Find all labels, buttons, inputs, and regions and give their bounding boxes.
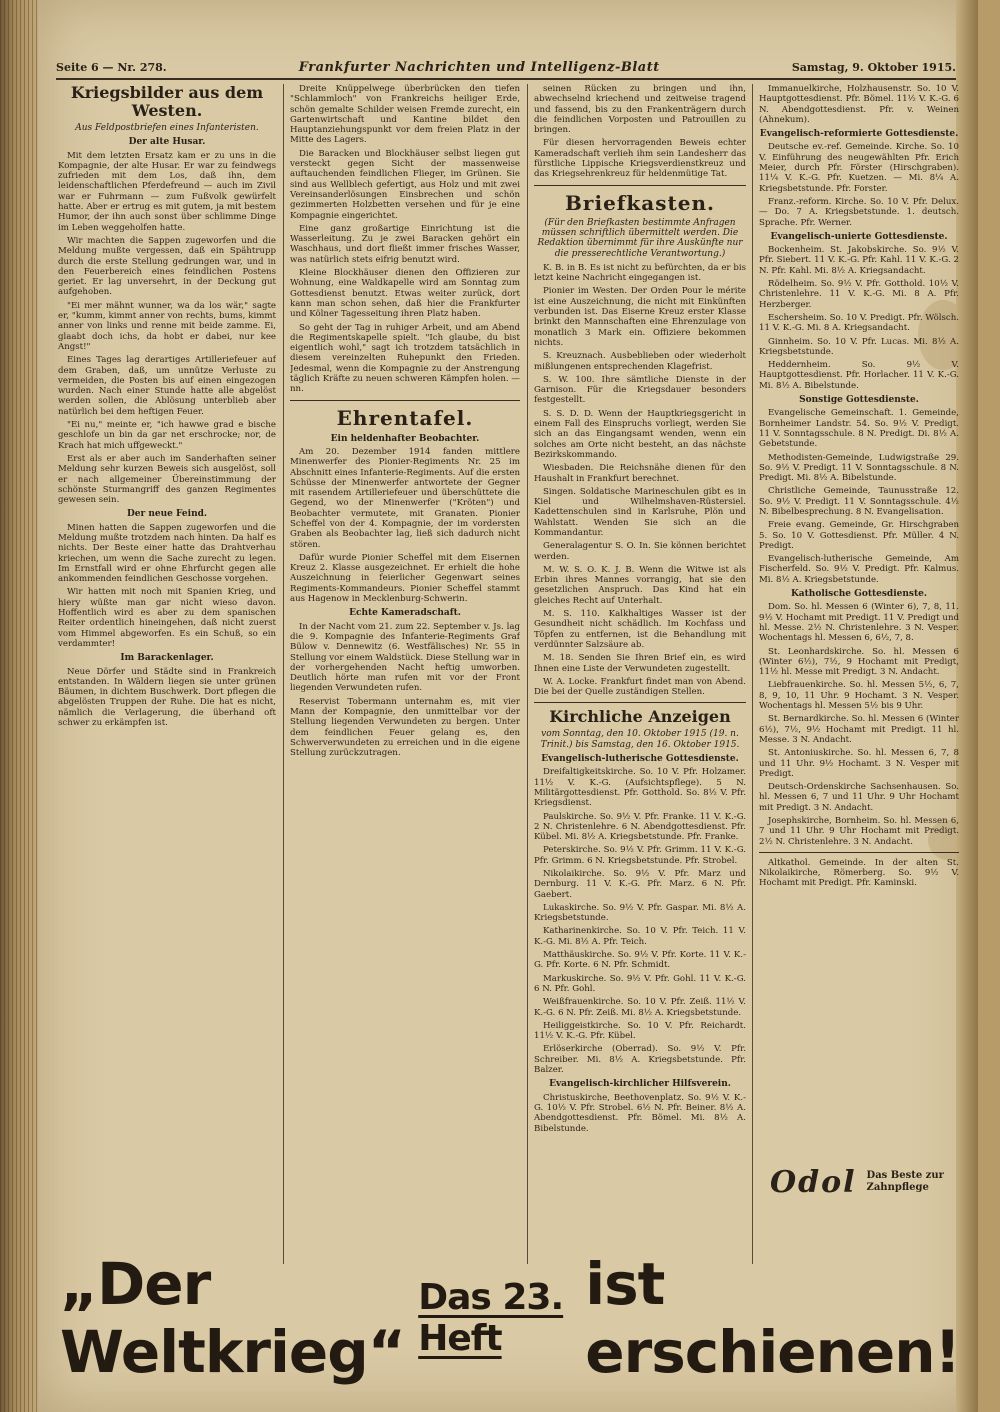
paragraph: Eine ganz großartige Einrichtung ist die Wasserleitung. Zu je zwei Baracken gehört ein Waschhaus, und dort fließt immer frisches Wasser, was natürlich stets eifrig benutzt wird.: [290, 223, 520, 265]
paragraph: Josephskirche, Bornheim. So. hl. Messen 6, 7 und 11 Uhr. 9 Uhr Hochamt mit Predigt. 2½ N. Christenlehre. 3 N. Andacht.: [759, 816, 959, 847]
ad-brand: Odol: [770, 1164, 857, 1200]
column-rule: [283, 84, 284, 1264]
section-heading: Evangelisch-reformierte Gottesdienste.: [759, 129, 959, 140]
paragraph: Katharinenkirche. So. 10 V. Pfr. Teich. 11 V. K.-G. Mi. 8½ A. Pfr. Teich.: [534, 926, 746, 947]
paragraph: S. W. 100. Ihre sämtliche Dienste in der Garnison. Für die Kriegsdauer besonders festgestellt.: [534, 374, 746, 406]
paragraph: Ginnheim. So. 10 V. Pfr. Lucas. Mi. 8½ A. Kriegsbetstunde.: [759, 336, 959, 357]
section-heading: Evangelisch-lutherische Gottesdienste.: [541, 754, 739, 765]
section-heading: Ein heldenhafter Beobachter.: [330, 433, 480, 444]
paragraph: Generalagentur S. O. In. Sie können berichtet werden.: [534, 541, 746, 562]
paragraph: Matthäuskirche. So. 9½ V. Pfr. Korte. 11 V. K.-G. Pfr. Korte. 6 N. Pfr. Schmidt.: [534, 950, 746, 971]
paragraph: W. A. Locke. Frankfurt findet man von Abend. Die bei der Quelle zuständigen Stellen.: [534, 676, 746, 698]
column-rule: [752, 84, 753, 1264]
paragraph: M. 18. Senden Sie Ihren Brief ein, es wird Ihnen eine Liste der Verwundeten zugestellt.: [534, 653, 746, 674]
paragraph: S. S. D. D. Wenn der Hauptkriegsgericht in einem Fall des Einspruchs vorliegt, werden Sie sich an das Eingangsamt wenden, wenn ein solches am Orte nicht besteht, an das nächste Bezirkskommando.: [534, 408, 746, 460]
paragraph: Evangelische Gemeinschaft. 1. Gemeinde, Bornheimer Landstr. 54. So. 9½ V. Predigt. 11 V. Sonntagsschule. 8 N. Predigt. Di. 8½ A. Gebetstunde.: [759, 408, 959, 450]
paragraph: In der Nacht vom 21. zum 22. September v. Js. lag die 9. Kompagnie des Infanterie-Regiments Graf Bülow v. Dennewitz (6. Westfälisches) Nr. 55 in Stellung vor einem Waldstück. Diese Stellung war in der vorhergehenden Nacht heftig umworben. Deutlich hörte man rufen mit vor der Front liegenden Verwundeten rufen.: [290, 621, 520, 694]
paragraph: Mit dem letzten Ersatz kam er zu uns in die Kompagnie, der alte Husar. Er war zu feindwegs zufrieden mit dem Los, daß ihn, dem leidenschaftlichen Pferdefreund — auch im Zivil war er Fuhrmann — zum Fußvolk gewürfelt hatte. Aber er ertrug es mit gutem, ja mit bestem Humor, der ihn auch sonst über schlimme Dinge im Leben weggeholfen hatte.: [58, 150, 276, 233]
paragraph: St. Leonhardskirche. So. hl. Messen 6 (Winter 6½), 7½, 9 Hochamt mit Predigt, 11½ hl. Messe mit Predigt. 3 N. Andacht.: [759, 646, 959, 678]
paragraph: Christliche Gemeinde, Taunusstraße 12. So. 9½ V. Predigt. 11 V. Sonntagsschule. 4½ N. Bibelbesprechung. 8 N. Evangelisation.: [759, 486, 959, 517]
section-date: vom Sonntag, den 10. Oktober 1915 (19. n. Trinit.) bis Samstag, den 16. Oktober 1915.: [540, 729, 740, 750]
paragraph: Dom. So. hl. Messen 6 (Winter 6), 7, 8, 11. 9½ V. Hochamt mit Predigt. 11 V. Predigt und hl. Messe. 2½ N. Christenlehre. 3 N. Vesper. Wochentags hl. Messen 6, 6½, 7, 8.: [759, 602, 959, 644]
banner-tagline: ist erschienen!: [585, 1250, 961, 1386]
paragraph: S. Kreuznach. Ausbeblieben oder wiederholt mißlungenen entsprechenden Klagefrist.: [534, 351, 746, 372]
paragraph: Wiesbaden. Die Reichsnähe dienen für den Haushalt in Frankfurt berechnet.: [534, 463, 746, 484]
paragraph: Nikolaikirche. So. 9½ V. Pfr. Marz und Dernburg. 11 V. K.-G. Pfr. Marz. 6 N. Pfr. Gaebert.: [534, 869, 746, 900]
paragraph: Heddernheim. So. 9½ V. Hauptgottesdienst. Pfr. Horlacher. 11 V. K.-G. Mi. 8½ A. Bibelstunde.: [759, 360, 959, 391]
column-4: [759, 84, 959, 1146]
paragraph: Minen hatten die Sappen zugeworfen und die Meldung mußte trotzdem nach hinten. Da half es nichts. Der Beste einer hatte das Drahtverhau kriechen, um wenn die Sache zurecht zu legen. Im Ernstfall wird er ohne Ehrfurcht gegen alle ankommenden feindlichen Geschosse vorgehen.: [58, 522, 276, 585]
paragraph: "Ei nu," meinte er, "ich hawwe grad e bische geschlofe un bin da gar net erschrocke; nor, de Krach hat mich uffgeweckt.": [58, 420, 276, 451]
paragraph: Lukaskirche. So. 9½ V. Pfr. Gaspar. Mi. 8½ A. Kriegsbetstunde.: [534, 902, 746, 924]
paragraph: Liebfrauenkirche. So. hl. Messen 5½, 6, 7, 8, 9, 10, 11 Uhr. 9 Hochamt. 3 N. Vesper. Wochentags hl. Messen 5½ bis 9 Uhr.: [759, 680, 959, 712]
section-heading: Katholische Gottesdienste.: [790, 589, 927, 600]
section-title: Kirchliche Anzeigen: [549, 707, 731, 727]
paragraph: "Ei mer mähnt wunner, wa da los wär," sagte er, "kumm, kimmt anner von rechts, bums, kimmt anner von links und renne mit beide zamme. Ei, glaabt doch ichs, da hobt er dabei, nur kee Angst!": [58, 300, 276, 352]
column-2: [290, 84, 520, 1262]
paragraph: Singen. Soldatische Marineschulen gibt es in Kiel und Wilhelmshaven-Rüstersiel. Kadettenschulen sind in Karlsruhe, Plön und Wahlstatt. Wenden Sie sich an die Kommandantur.: [534, 486, 746, 538]
issue-date: Samstag, 9. Oktober 1915.: [791, 60, 956, 74]
book-binding: [0, 0, 38, 1412]
paragraph: Wir hatten mit noch mit Spanien Krieg, und hiery wüßte man gar nicht wieso davon. Hoffentlich wird es aber zu dem spanischen Reiter ordentlich hineingehen, daß nicht zuerst vom Himmel abgeworfen. Es ein Schuß, so ein verdammter!: [58, 587, 276, 649]
paragraph: M. W. S. O. K. J. B. Wenn die Witwe ist als Erbin ihres Mannes vorrangig, hat sie den gesetzlichen Anspruch. Das Kind hat ein gleiches Recht auf Unterhalt.: [534, 564, 746, 606]
paragraph: St. Bernardkirche. So. hl. Messen 6 (Winter 6½), 7½, 9½ Hochamt mit Predigt. 11 hl. Messe. 3 N. Andacht.: [759, 714, 959, 745]
paragraph: seinen Rücken zu bringen und ihn, abwechselnd kriechend und zeitweise tragend und fassend, bis zu den Frankenträgern durch die feindlichen Vorposten und Patrouillen zu bringen.: [534, 84, 746, 136]
article-subtitle: Aus Feldpostbriefen eines Infanteristen.: [75, 123, 259, 133]
column-rule: [527, 84, 528, 1264]
paragraph: Die Baracken und Blockhäuser selbst liegen gut versteckt gegen Sicht der massenweise auftauchenden feindlichen Flieger, im Grünen. Sie sind aus Wellblech gefertigt, aus Holz und mit zwei Vereinsanderlösungen Einsbrechen und schön gezimmerten Holzbetten versehen und für je eine Kompagnie eingerichtet.: [290, 148, 520, 221]
banner-issue: Das 23. Heft: [418, 1277, 564, 1359]
page-header: [56, 56, 956, 80]
paragraph: Erst als er aber auch im Sanderhaften seiner Meldung sehr kurzen Beweis sich ausgelöst, soll er nach allgemeiner Übereinstimmung der schönste Sturmangriff des ganzen Regimentes gewesen sein.: [58, 453, 276, 506]
section-heading: Evangelisch-kirchlicher Hilfsverein.: [549, 1079, 731, 1090]
paragraph: Markuskirche. So. 9½ V. Pfr. Gohl. 11 V. K.-G. 6 N. Pfr. Gohl.: [534, 973, 746, 994]
paragraph: Reservist Tobermann unternahm es, mit vier Mann der Kompagnie, den unmittelbar vor der Stellung liegenden Verwundeten zu bergen. Unter dem feindlichen Feuer gelang es, den Schwerverwundeten zu erreichen und in die eigene Stellung zurückzutragen.: [290, 696, 520, 759]
paragraph: Methodisten-Gemeinde, Ludwigstraße 29. So. 9½ V. Predigt. 11 V. Sonntagsschule. 8 N. Predigt. Mi. 8½ A. Bibelstunde.: [759, 452, 959, 484]
masthead: Frankfurter Nachrichten und Intelligenz-Blatt: [298, 59, 660, 75]
paragraph: Christuskirche, Beethovenplatz. So. 9½ V. K.-G. 10½ V. Pfr. Strobel. 6½ N. Pfr. Beiner. 8½ A. Abendgottesdienst. Pfr. Bömel. Mi. 8½ A. Bibelstunde.: [534, 1092, 746, 1134]
paragraph: Dreifaltigkeitskirche. So. 10 V. Pfr. Holzamer. 11½ V. K.-G. (Aufsichtspflege). 5 N. Militärgottesdienst. Pfr. Gotthold. So. 8½ V. Pfr. Kriegsdienst.: [534, 767, 746, 809]
paragraph: Für diesen hervorragenden Beweis echter Kameradschaft verlieh ihm sein Landesherr das fürstliche Lippische Kriegsverdienstkreuz und das Kriegsehrenkreuz für heldenmütige Tat.: [534, 138, 746, 180]
paragraph: Wir machten die Sappen zugeworfen und die Meldung mußte vergessen, daß ein Spähtrupp durch die erste Stellung gedrungen war, und in den Feuerbereich eines feindlichen Postens geriet. Er lag unversehrt, in der Deckung gut aufgehoben.: [58, 235, 276, 298]
weltkrieg-banner-ad: [60, 1250, 961, 1386]
section-title: Briefkasten.: [565, 190, 715, 215]
section-heading: Echte Kameradschaft.: [349, 608, 461, 619]
column-3: [534, 84, 746, 1262]
paragraph: Evangelisch-lutherische Gemeinde, Am Fischerfeld. So. 9½ V. Predigt. Pfr. Kalmus. Mi. 8½ A. Kriegsbetstunde.: [759, 554, 959, 585]
paragraph: Freie evang. Gemeinde, Gr. Hirschgraben 5. So. 10 V. Gottesdienst. Pfr. Müller. 4 N. Predigt.: [759, 520, 959, 551]
paragraph: Weißfrauenkirche. So. 10 V. Pfr. Zeiß. 11½ V. K.-G. 6 N. Pfr. Zeiß. Mi. 8½ A. Kriegsbetstunde.: [534, 997, 746, 1018]
paragraph: Paulskirche. So. 9½ V. Pfr. Franke. 11 V. K.-G. 2 N. Christenlehre. 6 N. Abendgottesdienst. Pfr. Kübel. Mi. 8½ A. Kriegsbetstunde. Pfr. Franke.: [534, 811, 746, 843]
paragraph: Heiliggeistkirche. So. 10 V. Pfr. Reichardt. 11½ V. K.-G. Pfr. Kübel.: [534, 1020, 746, 1042]
paragraph: Pionier im Westen. Der Orden Pour le mérite ist eine Auszeichnung, die nicht mit Einkünften verbunden ist. Das Eiserne Kreuz erster Klasse brinkt den Mannschaften eine Ehrenzulage von monatlich 3 Mark ein. Offiziere bekommen nichts.: [534, 286, 746, 348]
paragraph: Eschersheim. So. 10 V. Predigt. Pfr. Wölsch. 11 V. K.-G. Mi. 8 A. Kriegsandacht.: [759, 312, 959, 334]
paragraph: Eines Tages lag derartiges Artilleriefeuer auf dem Graben, daß, um unnütze Verluste zu vermeiden, die Posten bis auf einen eingezogen wurden. Nach einer Stunde hatte alle abgelöst werden sollen, die Ablösung unterblieb aber natürlich bei dem heftigen Feuer.: [58, 355, 276, 417]
paragraph: Erlöserkirche (Oberrad). So. 9½ V. Pfr. Schreiber. Mi. 8½ A. Kriegsbetstunde. Pfr. Balzer.: [534, 1044, 746, 1076]
paragraph: Am 20. Dezember 1914 fanden mittlere Minenwerfer des Pionier-Regiments Nr. 25 im Abschnitt eines Infanterie-Regiments. Auf die ersten Schüsse der Minenwerfer antwortete der Gegner mit rasendem Artilleriefeuer und überschüttete die Gegend, wo der Minenwerfer ("Kröten") und Beobachter vermutete, mit Granaten. Pionier Scheffel von der 4. Kompagnie, der im vordersten Graben als Beobachter lag, ließ sich dadurch nicht stören.: [290, 446, 520, 550]
column-1: [58, 84, 276, 1262]
paragraph: Rödelheim. So. 9½ V. Pfr. Gotthold. 10½ V. Christenlehre. 11 V. K.-G. Mi. 8 A. Pfr. Herzberger.: [759, 279, 959, 310]
section-heading: Sonstige Gottesdienste.: [799, 395, 919, 406]
paragraph: M. S. 110. Kalkhaltiges Wasser ist der Gesundheit nicht schädlich. Im Kochfass und Töpfen zu entfernen, ist die Behandlung mit verdünnter Salzsäure ab.: [534, 609, 746, 650]
odol-advertisement: [770, 1152, 960, 1212]
section-heading: Der neue Feind.: [126, 509, 208, 520]
section-heading: Der alte Husar.: [128, 137, 206, 148]
paragraph: Neue Dörfer und Städte sind in Frankreich entstanden. In Wäldern liegen sie unter grünen Bäumen, in dichtem Buschwerk. Dort pflegen die abgelösten Truppen der Ruhe. Die hat es nicht, nämlich die Verlagerung, die überhand oft schwer zu erkämpfen ist.: [58, 666, 276, 729]
section-heading: Evangelisch-unierte Gottesdienste.: [770, 231, 948, 242]
paragraph: Franz.-reform. Kirche. So. 10 V. Pfr. Delux. — Do. 7 A. Kriegsbetstunde. 1. deutsch. Sprache. Pfr. Werner.: [759, 196, 959, 228]
section-title: Ehrentafel.: [336, 405, 474, 430]
paragraph: Peterskirche. So. 9½ V. Pfr. Grimm. 11 V. K.-G. Pfr. Grimm. 6 N. Kriegsbetstunde. Pfr. Strobel.: [534, 845, 746, 866]
paragraph: Bockenheim. St. Jakobskirche. So. 9½ V. Pfr. Siebert. 11 V. K.-G. Pfr. Kahl. 11 V. K.-G. 2 N. Pfr. Kahl. Mi. 8½ A. Kriegsandacht.: [759, 245, 959, 276]
banner-title: „Der Weltkrieg“: [60, 1250, 405, 1386]
paragraph: Altkathol. Gemeinde. In der alten St. Nikolaikirche, Römerberg. So. 9½ V. Hochamt mit Predigt. Pfr. Kaminski.: [759, 857, 959, 889]
page-number: Seite 6 — Nr. 278.: [56, 60, 167, 74]
paragraph: So geht der Tag in ruhiger Arbeit, und am Abend die Regimentskapelle spielt. "Ich glaube, du bist eigentlich wohl," sagt ich trotzdem tatsächlich in diesem vereinzelten Ruhepunkt den Frieden. Jedesmal, wenn die Kompagnie zu der Anstrengung täglich Kräfte zu neuen schweren Kämpfen holen. —nn.: [290, 322, 520, 395]
ad-tagline: Das Beste zur Zahnpflege: [866, 1170, 944, 1193]
paragraph: St. Antoniuskirche. So. hl. Messen 6, 7, 8 und 11 Uhr. 9½ Hochamt. 3 N. Vesper mit Predigt.: [759, 748, 959, 779]
paragraph: Dafür wurde Pionier Scheffel mit dem Eisernen Kreuz 2. Klasse ausgezeichnet. Er erhielt die hohe Auszeichnung in feierlicher Gegenwart seines Regiments-Kommandeurs. Pionier Scheffel stammt aus Hagenow in Mecklenburg-Schwerin.: [290, 552, 520, 605]
paragraph: Kleine Blockhäuser dienen den Offizieren zur Wohnung, eine Waldkapelle wird am Sonntag zum Gottesdienst benutzt. Etwas weiter zurück, dort kann man schon sehen, daß hier die Frankfurter und Kölner Tagesseitung ihren Platz haben.: [290, 268, 520, 320]
paragraph: Deutsche ev.-ref. Gemeinde. Kirche. So. 10 V. Einführung des neugewählten Pfr. Erich Meier, durch Pfr. Förster (Hirschgraben). 11¼ V. K.-G. Pfr. Kuetzen. — Mi. 8¼ A. Kriegsbetstunde. Pfr. Forster.: [759, 142, 959, 194]
paragraph: K. B. in B. Es ist nicht zu befürchten, da er bis letzt keine Nachricht eingegangen ist.: [534, 262, 746, 284]
section-heading: Im Barackenlager.: [120, 653, 214, 664]
paragraph: Dreite Knüppelwege überbrücken den tiefen "Schlammloch" von Frankreichs heiliger Erde, schön gemalte Schilder weisen Fremde zurecht, ein Gartenwirtschaft und Kantine bildet den Hauptanziehungspunkt vor dem freien Platz in der Mitte des Lagers.: [290, 84, 520, 146]
section-intro: (Für den Briefkasten bestimmte Anfragen müssen schriftlich übermittelt werden. Die Redaktion übernimmt für ihre Auskünfte nur die presserechtliche Verantwortung.): [537, 217, 743, 259]
paragraph: Immanuelkirche, Holzhausenstr. So. 10 V. Hauptgottesdienst. Pfr. Bömel. 11½ V. K.-G. 6 N. Abendgottesdienst. Pfr. v. Weinen (Ahnekum).: [759, 84, 959, 125]
article-title: Kriegsbilder aus dem Westen.: [70, 84, 264, 120]
paragraph: Deutsch-Ordenskirche Sachsenhausen. So. hl. Messen 6, 7 und 11 Uhr. 9 Uhr Hochamt mit Predigt. 3 N. Andacht.: [759, 782, 959, 813]
